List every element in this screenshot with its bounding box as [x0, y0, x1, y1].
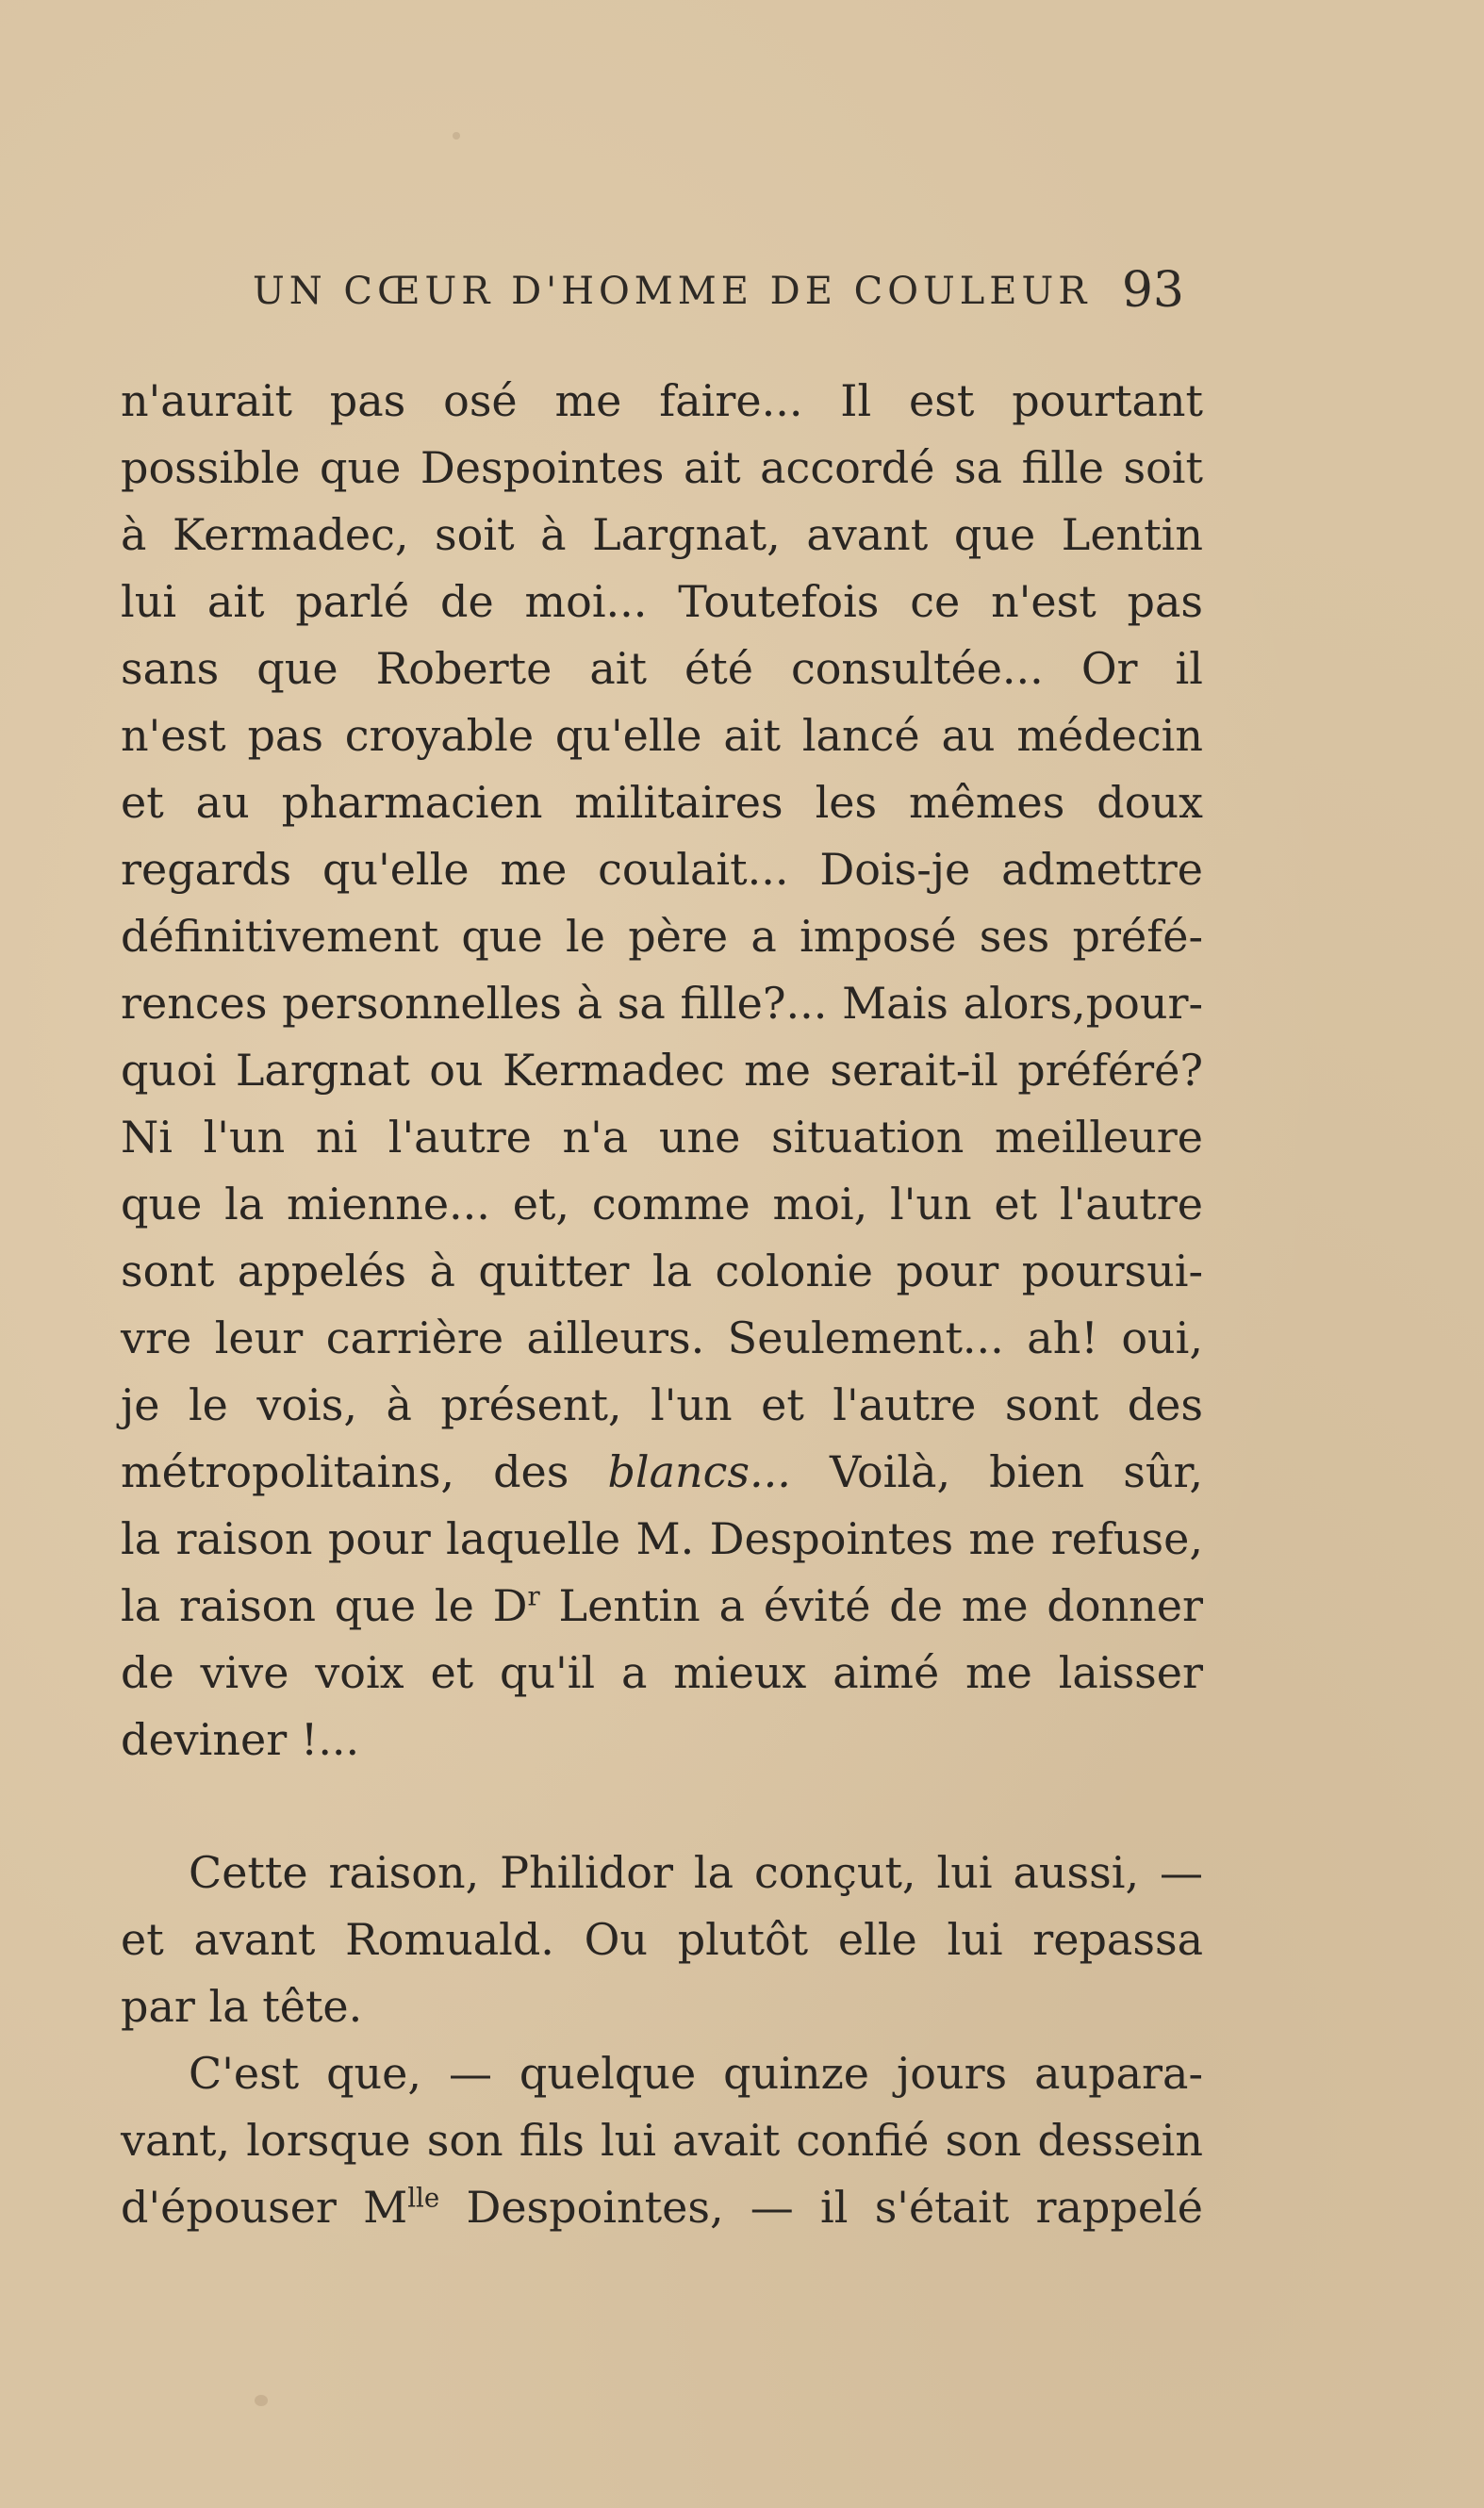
- text-line: Cette raison, Philidor la conçut, lui aussi, —: [189, 1847, 1203, 1898]
- text-segment: Voilà, bien sûr,: [790, 1446, 1204, 1497]
- body-text: [121, 368, 1203, 2241]
- text-line: vre leur carrière ailleurs. Seulement... ah! oui,: [121, 1312, 1203, 1363]
- text-line: deviner !...: [121, 1714, 360, 1765]
- text-line: par la tête.: [121, 1981, 363, 2032]
- text-line: n'aurait pas osé me faire... Il est pourtant: [121, 375, 1203, 426]
- paper-stain: [255, 2395, 268, 2406]
- text-line: et au pharmacien militaires les mêmes doux: [121, 777, 1203, 828]
- text-line: [121, 1573, 1203, 1640]
- text-line: définitivement que le père a imposé ses préfé-: [121, 911, 1203, 962]
- running-title: UN CŒUR D'HOMME DE COULEUR: [253, 270, 1092, 313]
- text-line: et avant Romuald. Ou plutôt elle lui repassa: [121, 1914, 1203, 1965]
- text-line: sont appelés à quitter la colonie pour poursui-: [121, 1246, 1203, 1296]
- text-line: vant, lorsque son fils lui avait confié son dessein: [121, 2115, 1203, 2166]
- text-line: quoi Largnat ou Kermadec me serait-il préféré?: [121, 1045, 1203, 1096]
- text-line: [121, 2174, 1203, 2241]
- text-segment: d'épouser M: [121, 2182, 408, 2233]
- text-segment: la raison que le D: [121, 1580, 528, 1631]
- text-line: que la mienne... et, comme moi, l'un et l'autre: [121, 1179, 1203, 1229]
- running-head: [253, 262, 1184, 319]
- text-line: n'est pas croyable qu'elle ait lancé au médecin: [121, 710, 1203, 761]
- text-line: de vive voix et qu'il a mieux aimé me laisser: [121, 1647, 1203, 1698]
- text-line: rences personnelles à sa fille?... Mais alors,pour-: [121, 978, 1203, 1029]
- text-line: possible que Despointes ait accordé sa fille soit: [121, 442, 1203, 493]
- italic-word: blancs...: [607, 1446, 791, 1497]
- page-number: 93: [1121, 262, 1184, 319]
- text-line: à Kermadec, soit à Largnat, avant que Lentin: [121, 509, 1203, 560]
- text-segment: Despointes, — il s'était rappelé: [466, 2182, 1203, 2233]
- section-gap: [121, 1774, 1203, 1840]
- text-line: C'est que, — quelque quinze jours aupara-: [189, 2048, 1203, 2099]
- text-segment: métropolitains, des: [121, 1446, 608, 1497]
- text-line: regards qu'elle me coulait... Dois-je admettre: [121, 844, 1203, 895]
- text-line: [121, 1439, 1203, 1506]
- text-line: je le vois, à présent, l'un et l'autre sont des: [121, 1379, 1203, 1430]
- text-line: la raison pour laquelle M. Despointes me refuse,: [121, 1513, 1203, 1564]
- text-line: sans que Roberte ait été consultée... Or il: [121, 643, 1203, 694]
- superscript: r: [527, 1580, 540, 1612]
- text-segment: Lentin a évité de me donner: [539, 1580, 1203, 1631]
- text-line: lui ait parlé de moi... Toutefois ce n'est pas: [121, 576, 1203, 627]
- text-line: Ni l'un ni l'autre n'a une situation meilleure: [121, 1112, 1203, 1163]
- superscript: lle: [407, 2182, 440, 2214]
- paper-stain: [453, 132, 460, 140]
